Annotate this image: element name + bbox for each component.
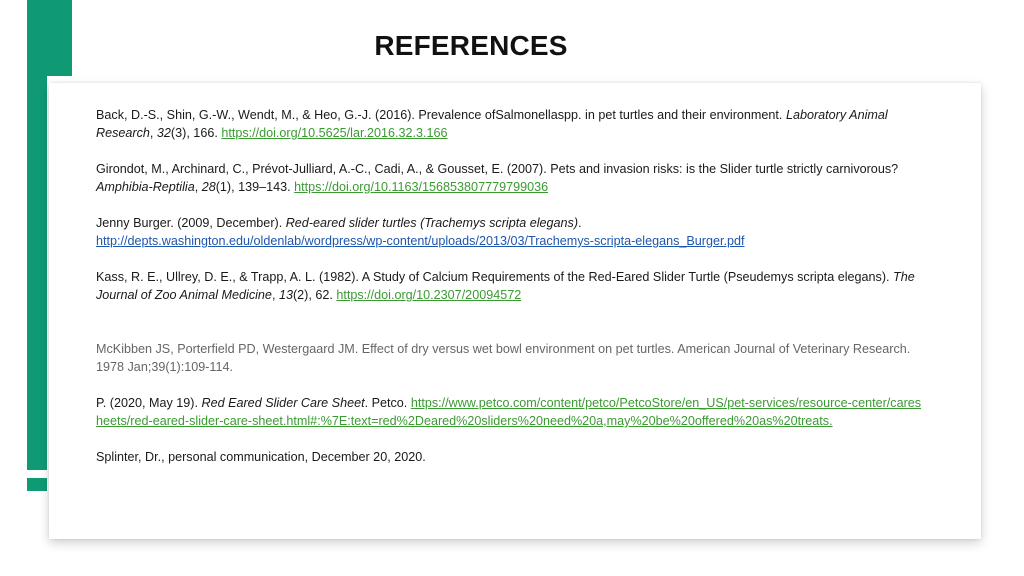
reference-item [96, 106, 926, 142]
references-list [96, 106, 926, 484]
reference-journal: Laboratory Animal Research [96, 108, 888, 140]
reference-journal: Amphibia-Reptilia [96, 180, 195, 194]
reference-text: Back, D.-S., Shin, G.-W., Wendt, M., & Heo, G.-J. (2016). Prevalence ofSalmonellaspp. in pet turtles and their environment. [96, 108, 786, 122]
reference-details: (1), 139–143. [215, 180, 295, 194]
reference-text: Jenny Burger. (2009, December). [96, 216, 286, 230]
reference-separator: , [149, 126, 157, 140]
reference-link[interactable]: https://doi.org/10.2307/20094572 [336, 288, 522, 302]
page-title: REFERENCES [374, 30, 568, 61]
reference-volume: 32 [156, 126, 171, 140]
reference-item [96, 214, 926, 250]
reference-item [96, 160, 926, 196]
reference-link[interactable]: https://doi.org/10.5625/lar.2016.32.3.166 [221, 126, 448, 140]
reference-details: (2), 62. [292, 288, 337, 302]
reference-separator: , [271, 288, 279, 302]
reference-text: Girondot, M., Archinard, C., Prévot-Julliard, A.-C., Cadi, A., & Gousset, E. (2007). Pets and invasion risks: is the Slider turtle strictly carnivorous? [96, 162, 899, 176]
reference-separator: , [194, 180, 202, 194]
accent-bar-vertical [27, 0, 47, 470]
reference-item: Splinter, Dr., personal communication, December 20, 2020. [96, 450, 426, 464]
reference-volume: 13 [278, 288, 293, 302]
reference-text: Kass, R. E., Ullrey, D. E., & Trapp, A. L. (1982). A Study of Calcium Requirements of the Red-Eared Slider Turtle (Pseudemys scripta elegans). [96, 270, 894, 284]
reference-journal: The Journal of Zoo Animal Medicine [96, 270, 915, 302]
reference-title: Red Eared Slider Care Sheet [201, 396, 365, 410]
reference-text: P. (2020, May 19). [96, 396, 202, 410]
reference-item [96, 394, 926, 430]
reference-text-end: . Petco. [364, 396, 411, 410]
reference-title: Red-eared slider turtles (Trachemys scripta elegans) [285, 216, 579, 230]
reference-link[interactable]: https://doi.org/10.1163/156853807779799036 [294, 180, 549, 194]
reference-details: (3), 166. [170, 126, 222, 140]
reference-volume: 28 [201, 180, 216, 194]
reference-item [96, 268, 926, 304]
reference-text-end: . [578, 216, 582, 230]
accent-bar-tab [27, 478, 47, 491]
reference-link[interactable]: https://www.petco.com/content/petco/PetcoStore/en_US/pet-services/resource-center/caresheets/red-eared-slider-care-sheet.html#:%7E:text=red%2Deared%20sliders%20need%20a,may%20be%20offered%20as%20treats. [96, 396, 922, 428]
reference-item: McKibben JS, Porterfield PD, Westergaard JM. Effect of dry versus wet bowl environment on pet turtles. American Journal of Veterinary Research. 1978 Jan;39(1):109-114. [96, 342, 911, 374]
reference-link[interactable]: http://depts.washington.edu/oldenlab/wordpress/wp-content/uploads/2013/03/Trachemys-scripta-elegans_Burger.pdf [96, 234, 745, 248]
